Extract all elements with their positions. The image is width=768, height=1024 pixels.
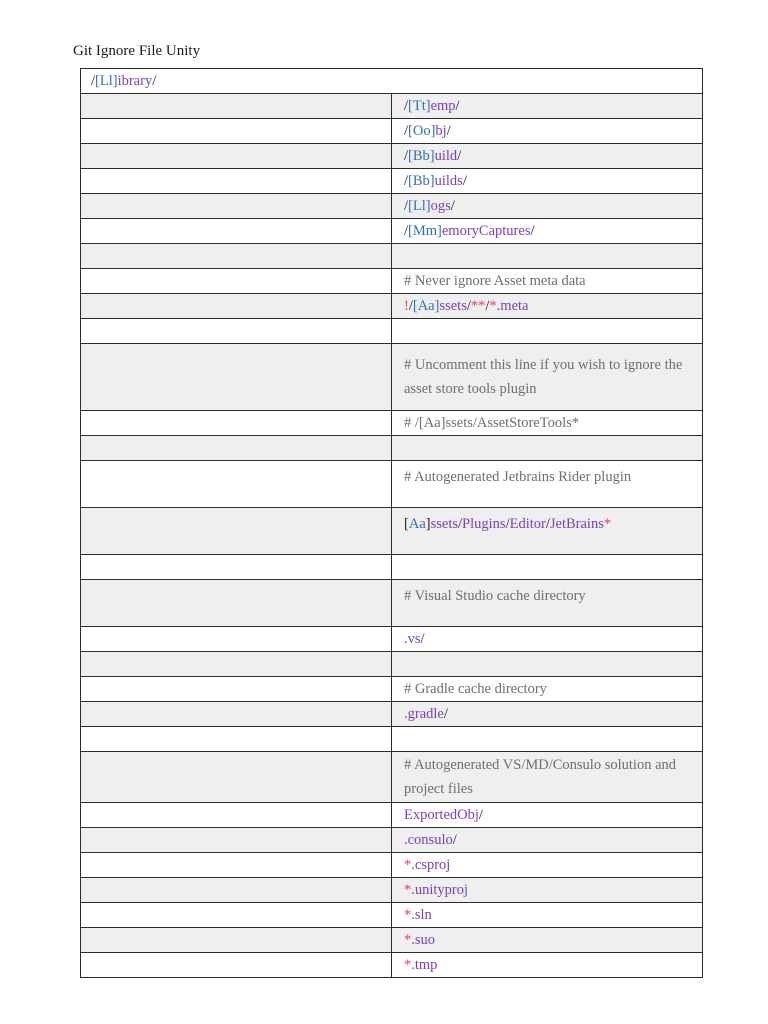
pattern-segment: [Aa]: [412, 298, 440, 314]
pattern-segment: /: [404, 98, 409, 114]
table-cell-empty: [81, 853, 392, 878]
table-cell-pattern: [392, 144, 703, 169]
pattern-segment: *: [404, 882, 412, 898]
table-cell-pattern: [392, 555, 703, 580]
pattern-segment: uild: [434, 148, 458, 164]
gitignore-table-body: [81, 69, 703, 978]
table-cell-empty: [81, 508, 392, 555]
pattern-segment: .meta: [496, 298, 529, 314]
table-cell-pattern: [392, 244, 703, 269]
table-row: [81, 828, 703, 853]
pattern-segment: /: [452, 832, 457, 848]
pattern-segment: /: [450, 198, 455, 214]
table-cell-empty: [81, 269, 392, 294]
table-cell-empty: [81, 436, 392, 461]
table-cell-pattern: [392, 169, 703, 194]
table-cell-pattern: [392, 508, 703, 555]
table-row: [81, 194, 703, 219]
table-cell-pattern: [392, 269, 703, 294]
pattern-segment: /: [457, 148, 462, 164]
table-cell-pattern: [392, 828, 703, 853]
pattern-segment: /: [152, 73, 157, 89]
table-cell-pattern: [392, 878, 703, 903]
table-cell-pattern: [392, 319, 703, 344]
pattern-segment: /: [404, 173, 409, 189]
pattern-segment: .unityproj: [411, 882, 469, 898]
table-cell-empty: [81, 677, 392, 702]
table-row: [81, 144, 703, 169]
table-cell-pattern: [392, 853, 703, 878]
table-row: [81, 508, 703, 555]
pattern-segment: # Autogenerated Jetbrains Rider plugin: [404, 469, 632, 485]
pattern-segment: *: [404, 932, 412, 948]
table-cell-pattern: [392, 652, 703, 677]
pattern-segment: /: [443, 706, 448, 722]
pattern-segment: [Bb]: [408, 173, 435, 189]
pattern-segment: Aa: [408, 516, 426, 532]
table-row: [81, 752, 703, 803]
pattern-segment: /: [505, 516, 510, 532]
table-row: [81, 803, 703, 828]
pattern-segment: bj: [435, 123, 447, 139]
pattern-segment: *: [404, 857, 412, 873]
table-row: [81, 727, 703, 752]
table-cell-pattern: [392, 119, 703, 144]
table-row: [81, 294, 703, 319]
pattern-segment: [Oo]: [408, 123, 436, 139]
table-cell-empty: [81, 903, 392, 928]
table-cell-pattern: [392, 461, 703, 508]
table-cell-empty: [81, 752, 392, 803]
pattern-segment: !: [404, 298, 409, 314]
pattern-segment: /: [466, 298, 471, 314]
pattern-segment: .csproj: [411, 857, 451, 873]
pattern-segment: # Gradle cache directory: [404, 681, 547, 697]
pattern-segment: ssets: [430, 516, 459, 532]
table-row: [81, 928, 703, 953]
table-cell-pattern: [81, 69, 703, 94]
table-cell-empty: [81, 461, 392, 508]
table-cell-empty: [81, 878, 392, 903]
pattern-segment: # Autogenerated VS/MD/Consulo solution and project files: [404, 757, 677, 797]
pattern-segment: Editor: [509, 516, 546, 532]
pattern-segment: /: [478, 807, 483, 823]
table-row: [81, 269, 703, 294]
pattern-segment: [Bb]: [408, 148, 435, 164]
pattern-segment: /: [446, 123, 451, 139]
pattern-segment: /: [545, 516, 550, 532]
pattern-segment: /: [404, 123, 409, 139]
pattern-segment: **: [470, 298, 486, 314]
pattern-segment: # Uncomment this line if you wish to ignore the asset store tools plugin: [404, 357, 683, 397]
pattern-segment: .vs: [404, 631, 421, 647]
pattern-segment: emoryCaptures: [441, 223, 531, 239]
table-row: [81, 580, 703, 627]
table-row: [81, 555, 703, 580]
pattern-segment: *: [404, 907, 412, 923]
table-cell-empty: [81, 828, 392, 853]
table-cell-pattern: [392, 702, 703, 727]
table-cell-empty: [81, 727, 392, 752]
table-cell-empty: [81, 803, 392, 828]
table-cell-pattern: [392, 752, 703, 803]
table-row: [81, 702, 703, 727]
table-row: [81, 119, 703, 144]
pattern-segment: /: [462, 173, 467, 189]
table-cell-empty: [81, 928, 392, 953]
pattern-segment: [Ll]: [95, 73, 118, 89]
table-cell-empty: [81, 411, 392, 436]
pattern-segment: [: [404, 516, 409, 532]
table-cell-pattern: [392, 411, 703, 436]
table-row: [81, 652, 703, 677]
pattern-segment: /: [420, 631, 425, 647]
pattern-segment: [Ll]: [408, 198, 431, 214]
table-cell-empty: [81, 580, 392, 627]
table-cell-empty: [81, 294, 392, 319]
table-row: [81, 953, 703, 978]
table-row: [81, 94, 703, 119]
table-row: [81, 878, 703, 903]
table-row: [81, 903, 703, 928]
pattern-segment: .gradle: [404, 706, 444, 722]
table-cell-pattern: [392, 677, 703, 702]
table-cell-pattern: [392, 953, 703, 978]
table-cell-pattern: [392, 627, 703, 652]
pattern-segment: *: [489, 298, 497, 314]
table-row: [81, 169, 703, 194]
pattern-segment: ogs: [430, 198, 451, 214]
table-cell-pattern: [392, 294, 703, 319]
pattern-segment: /: [404, 198, 409, 214]
table-row: [81, 677, 703, 702]
table-row: [81, 69, 703, 94]
table-row: [81, 244, 703, 269]
document-title: Git Ignore File Unity: [73, 43, 201, 59]
pattern-segment: /: [91, 73, 96, 89]
table-cell-empty: [81, 627, 392, 652]
table-cell-empty: [81, 119, 392, 144]
pattern-segment: [Mm]: [408, 223, 442, 239]
table-cell-empty: [81, 219, 392, 244]
table-cell-pattern: [392, 903, 703, 928]
table-cell-empty: [81, 319, 392, 344]
gitignore-table: [80, 68, 703, 978]
pattern-segment: /: [530, 223, 535, 239]
pattern-segment: .tmp: [411, 957, 438, 973]
pattern-segment: Plugins: [462, 516, 506, 532]
pattern-segment: ExportedObj: [404, 807, 479, 823]
table-cell-pattern: [392, 344, 703, 411]
pattern-segment: *: [603, 516, 612, 532]
table-cell-pattern: [392, 436, 703, 461]
table-row: [81, 436, 703, 461]
pattern-segment: # Never ignore Asset meta data: [404, 273, 586, 289]
table-cell-pattern: [392, 803, 703, 828]
table-cell-empty: [81, 555, 392, 580]
pattern-segment: JetBrains: [549, 516, 604, 532]
pattern-segment: .suo: [411, 932, 436, 948]
table-cell-empty: [81, 702, 392, 727]
table-cell-empty: [81, 344, 392, 411]
table-cell-empty: [81, 652, 392, 677]
pattern-segment: *: [404, 957, 412, 973]
table-row: [81, 627, 703, 652]
table-cell-empty: [81, 94, 392, 119]
table-cell-empty: [81, 244, 392, 269]
pattern-segment: emp: [430, 98, 456, 114]
pattern-segment: .sln: [411, 907, 432, 923]
table-row: [81, 219, 703, 244]
pattern-segment: /: [485, 298, 490, 314]
table-cell-empty: [81, 169, 392, 194]
pattern-segment: uilds: [434, 173, 463, 189]
pattern-segment: /: [408, 298, 413, 314]
table-row: [81, 319, 703, 344]
table-cell-empty: [81, 144, 392, 169]
table-row: [81, 853, 703, 878]
table-cell-pattern: [392, 194, 703, 219]
table-cell-pattern: [392, 219, 703, 244]
table-row: [81, 411, 703, 436]
table-row: [81, 344, 703, 411]
table-cell-pattern: [392, 928, 703, 953]
pattern-segment: # /[Aa]ssets/AssetStoreTools*: [404, 415, 579, 431]
pattern-segment: ]: [425, 516, 431, 532]
pattern-segment: /: [404, 148, 409, 164]
pattern-segment: # Visual Studio cache directory: [404, 588, 586, 604]
pattern-segment: [Tt]: [408, 98, 431, 114]
pattern-segment: /: [404, 223, 409, 239]
table-cell-pattern: [392, 727, 703, 752]
table-cell-empty: [81, 953, 392, 978]
table-cell-pattern: [392, 94, 703, 119]
table-cell-empty: [81, 194, 392, 219]
pattern-segment: /: [458, 516, 463, 532]
pattern-segment: ssets: [439, 298, 467, 314]
table-cell-pattern: [392, 580, 703, 627]
table-row: [81, 461, 703, 508]
pattern-segment: .consulo: [404, 832, 453, 848]
pattern-segment: /: [455, 98, 460, 114]
pattern-segment: ibrary: [117, 73, 153, 89]
